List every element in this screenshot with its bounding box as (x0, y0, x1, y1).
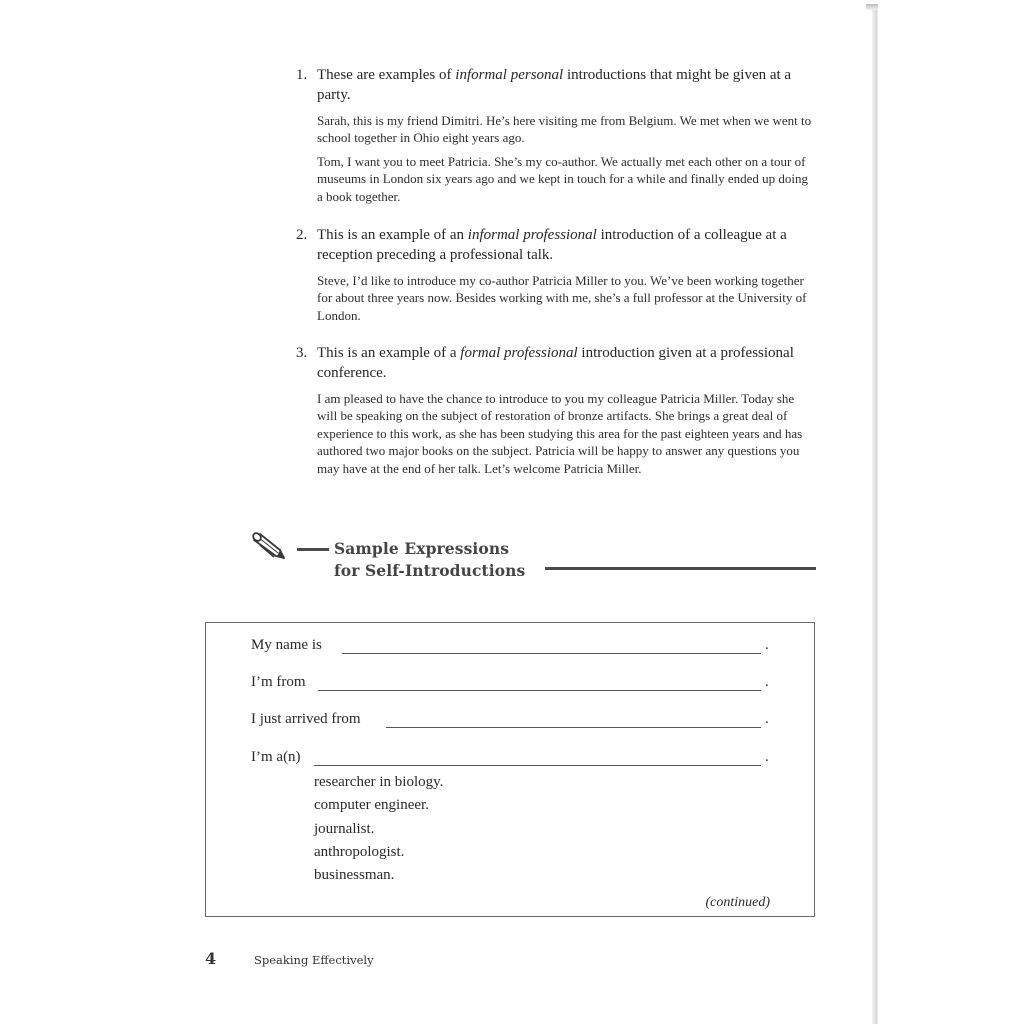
fill-in-period: . (765, 637, 769, 653)
item-description (296, 65, 826, 105)
section-title-line1: Sample Expressions (334, 539, 510, 558)
item-emphasis: informal personal (455, 67, 564, 83)
item-description (296, 225, 826, 265)
item-trail-text: introduction of a colleague at a reception preceding a professional talk. (317, 227, 787, 263)
numbered-item (296, 225, 826, 324)
item-lead-text: This is an example of a (317, 345, 461, 361)
pencil-icon (250, 531, 288, 561)
page-number: 4 (205, 949, 217, 968)
fill-in-row (251, 711, 781, 733)
fill-in-period: . (765, 749, 769, 765)
fill-in-label: I’m from (251, 674, 306, 690)
fill-in-blank[interactable] (314, 764, 761, 766)
example-paragraph: Sarah, this is my friend Dimitri. He’s here visiting me from Belgium. We met when we went to school together in Ohio eight years ago. (317, 113, 812, 146)
example-paragraph: Tom, I want you to meet Patricia. She’s my co-author. We actually met each other on a tour of museums in London six years ago and we kept in touch for a while and finally ended up doing a book together. (317, 153, 809, 204)
numbered-item (296, 65, 826, 205)
item-number: 1. (296, 67, 308, 83)
occupation-option: journalist. (314, 820, 375, 837)
item-lead-text: This is an example of an (317, 227, 468, 243)
fill-in-blank[interactable] (342, 652, 761, 654)
occupation-options (314, 771, 443, 887)
item-trail-text: introductions that might be given at a party. (317, 67, 792, 103)
item-number: 3. (296, 345, 308, 361)
expressions-box (205, 622, 815, 917)
running-title: Speaking Effectively (254, 953, 374, 967)
item-description (296, 343, 826, 383)
fill-in-blank[interactable] (318, 689, 761, 691)
item-lead-text: These are examples of (317, 67, 456, 83)
fill-in-period: . (765, 711, 769, 727)
occupation-option: businessman. (314, 867, 395, 884)
occupation-option: computer engineer. (314, 797, 429, 814)
fill-in-blank[interactable] (386, 726, 761, 728)
item-emphasis: formal professional (460, 345, 578, 361)
fill-in-label: I’m a(n) (251, 749, 301, 765)
example-paragraph: Steve, I’d like to introduce my co-author Patricia Miller to you. We’ve been working together for about three years now. Besides working with me, she’s a full professor at the University of London. (317, 273, 807, 323)
section-title-line2: for Self-Introductions (334, 561, 526, 580)
continued-note: (continued) (705, 895, 770, 910)
occupation-option: anthropologist. (314, 843, 405, 860)
fill-in-label: I just arrived from (251, 711, 361, 727)
fill-in-row (251, 637, 781, 659)
fill-in-row (251, 749, 781, 771)
heading-dash (297, 548, 329, 551)
fill-in-label: My name is (251, 637, 322, 653)
item-emphasis: informal professional (467, 227, 597, 243)
fill-in-period: . (765, 674, 769, 690)
numbered-item (296, 343, 826, 477)
item-trail-text: introduction given at a professional conference. (317, 345, 794, 381)
item-number: 2. (296, 227, 308, 243)
fill-in-row (251, 674, 781, 696)
page-edge-corner (866, 4, 878, 10)
example-paragraph: I am pleased to have the chance to introduce to you my colleague Patricia Miller. Today she will be speaking on the subject of restoration of bronze artifacts. She brings a great deal of experience to this work, as she has been studying this area for the past eighteen years and has authored two major books on the subject. Patricia will be happy to answer any questions you may have at the end of her talk. Let’s welcome Patricia Miller. (317, 391, 803, 476)
heading-rule (545, 567, 816, 570)
page-edge-shadow (872, 4, 878, 1024)
occupation-option: researcher in biology. (314, 774, 444, 790)
